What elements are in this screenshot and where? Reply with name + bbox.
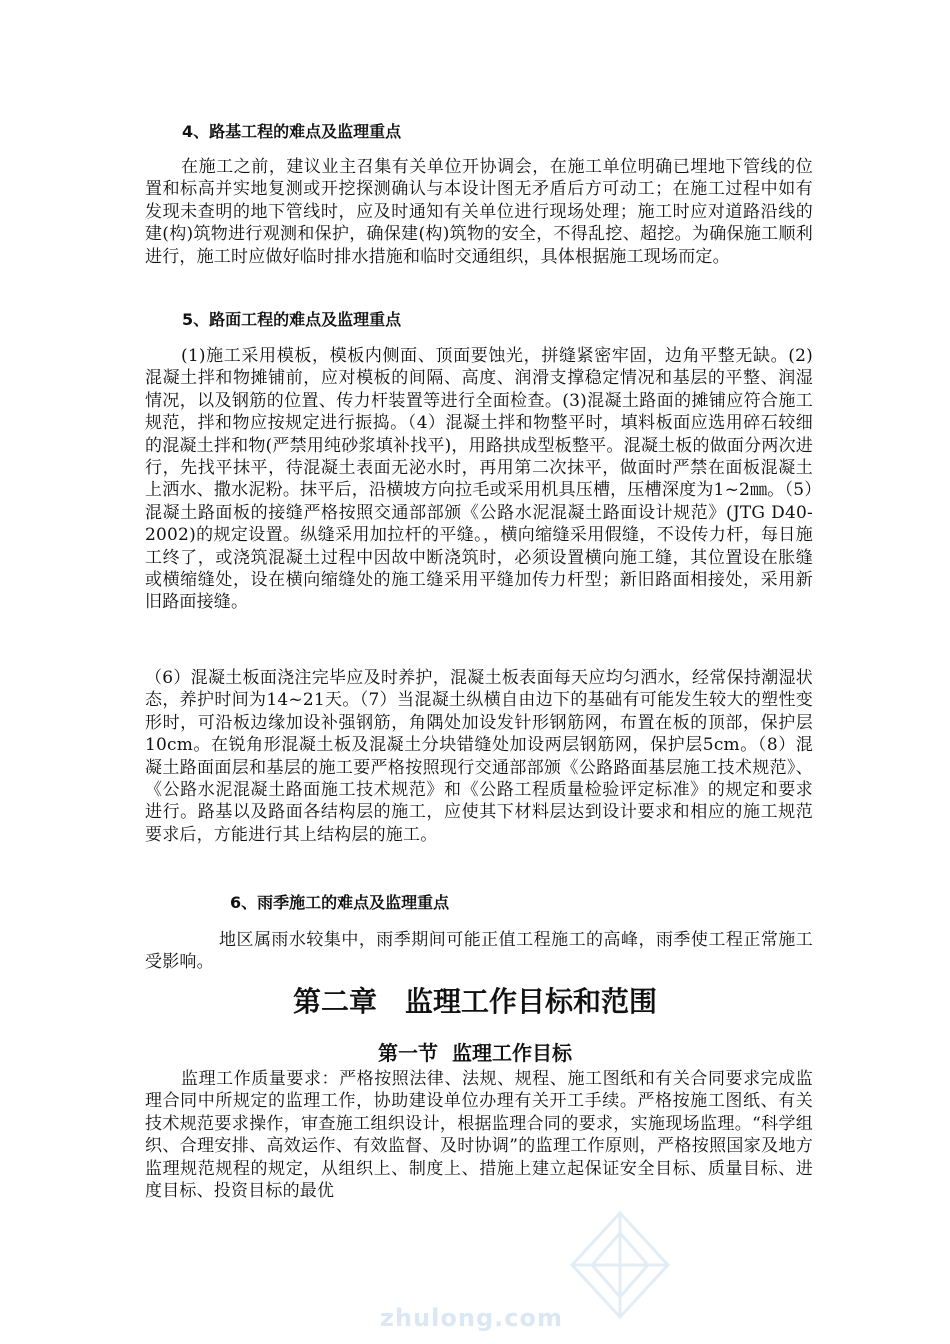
chapter-title: 第二章 监理工作目标和范围 [292, 985, 657, 1018]
paragraph-rainy-season: 地区属雨水较集中，雨季期间可能正值工程施工的高峰，雨季使工程正常施工受影响。 [145, 930, 813, 973]
section-title: 第一节 监理工作目标 [378, 1041, 572, 1065]
heading-subgrade: 4、路基工程的难点及监理重点 [182, 122, 402, 141]
watermark-text: zhulong.com [380, 1304, 563, 1332]
heading-pavement: 5、路面工程的难点及监理重点 [182, 310, 402, 329]
paragraph-pavement-2: （6）混凝土板面浇注完毕应及时养护，混凝土板表面每天应均匀洒水，经常保持潮湿状态，养护时间为14~21天。（7）当混凝土纵横自由边下的基础有可能发生较大的塑性变形时，可沿板边缘加设补强钢筋，角隅处加设发针形钢筋网，布置在板的顶部，保护层10cm。在锐角形混凝土板及混凝土分块错缝处加设两层钢筋网，保护层5cm。（8）混凝土路面面层和基层的施工要严格按照现行交通部部颁《公路路面基层施工技术规范》、《公路水泥混凝土路面施工技术规范》和《公路工程质量检验评定标准》的规定和要求进行。路基以及路面各结构层的施工，应使其下材料层达到设计要求和相应的施工规范要求后，方能进行其上结构层的施工。 [145, 668, 813, 845]
paragraph-supervision-goals: 监理工作质量要求：严格按照法律、法规、规程、施工图纸和有关合同要求完成监理合同中所规定的监理工作，协助建设单位办理有关开工手续。严格按施工图纸、有关技术规范要求操作，审查施工组织设计，根据监理合同的要求，实施现场监理。“科学组织、合理安排、高效运作、有效监督、及时协调”的监理工作原则，严格按照国家及地方监理规范规程的规定，从组织上、制度上、措施上建立起保证安全目标、质量目标、进度目标、投资目标的最优 [145, 1069, 813, 1202]
watermark-logo-icon [560, 1205, 680, 1325]
paragraph-subgrade: 在施工之前，建议业主召集有关单位开协调会，在施工单位明确已埋地下管线的位置和标高并实地复测或开挖探测确认与本设计图无矛盾后方可动工；在施工过程中如有发现未查明的地下管线时，应及时通知有关单位进行现场处理；施工时应对道路沿线的建(构)筑物进行观测和保护，确保建(构)筑物的安全，不得乱挖、超挖。为确保施工顺利进行，施工时应做好临时排水措施和临时交通组织，具体根据施工现场而定。 [145, 157, 813, 267]
paragraph-pavement-1: (1)施工采用模板，模板内侧面、顶面要蚀光，拼缝紧密牢固，边角平整无缺。(2)混凝土拌和物摊铺前，应对模板的间隔、高度、润滑支撑稳定情况和基层的平整、润湿情况，以及钢筋的位置、传力杆装置等进行全面检查。(3)混凝土路面的摊铺应符合施工规范，拌和物应按规定进行振捣。（4）混凝土拌和物整平时，填料板面应选用碎石较细的混凝土拌和物(严禁用纯砂浆填补找平)，用路拱成型板整平。混凝土板的做面分两次进行，先找平抹平，待混凝土表面无泌水时，再用第二次抹平，做面时严禁在面板混凝土上洒水、撒水泥粉。抹平后，沿横坡方向拉毛或采用机具压槽，压槽深度为1~2㎜。（5）混凝土路面板的接缝严格按照交通部部颁《公路水泥混凝土路面设计规范》(JTG D40-2002)的规定设置。纵缝采用加拉杆的平缝。，横向缩缝采用假缝，不设传力杆，每日施工终了，或浇筑混凝土过程中因故中断浇筑时，必须设置横向施工缝，其位置设在胀缝或横缩缝处，设在横向缩缝处的施工缝采用平缝加传力杆型；新旧路面相接处，采用新旧路面接缝。 [145, 346, 813, 613]
heading-rainy-season: 6、雨季施工的难点及监理重点 [230, 893, 450, 912]
